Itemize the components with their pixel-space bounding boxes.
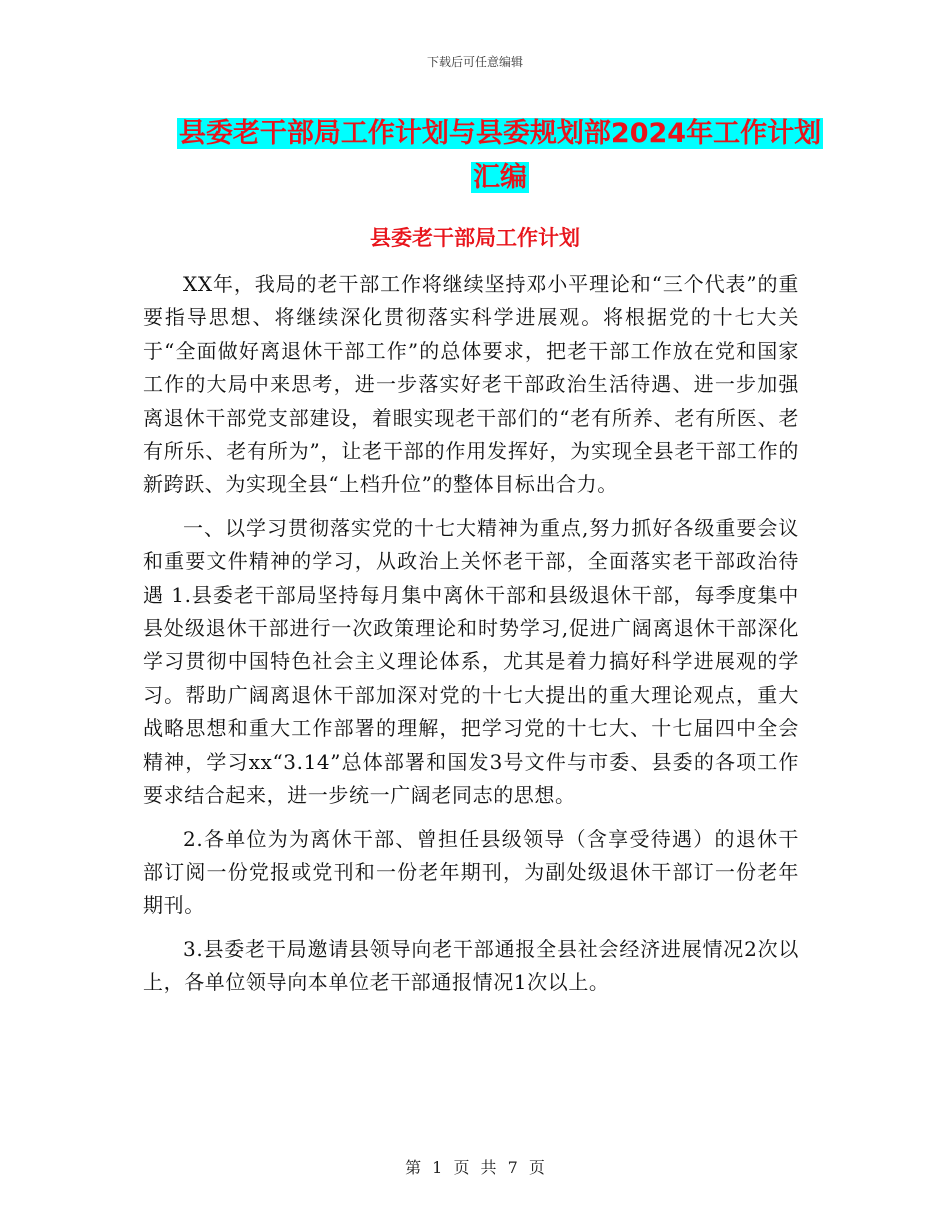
document-title-line-2: 汇编 — [473, 162, 527, 193]
paragraph: 2.各单位为为离休干部、曾担任县级领导（含享受待遇）的退休干部订阅一份党报或党刊和一份老年期刊，为副处级退休干部订一份老年期刊。 — [143, 826, 799, 918]
page-number-footer: 第 1 页 共 7 页 — [405, 1158, 545, 1177]
paragraph: 一、以学习贯彻落实党的十七大精神为重点,努力抓好各级重要会议和重要文件精神的学习，从政治上关怀老干部，全面落实老干部政治待遇 1.县委老干部局坚持每月集中离休干部和县级退休干部，每季度集中县处级退休干部进行一次政策理论和时势学习,促进广阔离退休干部深化学习贯彻中国特色社会主义理论体系，尤其是着力搞好科学进展观的学习。帮助广阔离退休干部加深对党的十七大提出的重大理论观点，重大战略思想和重大工作部署的理解，把学习党的十七大、十七届四中全会精神，学习xx“3.14”总体部署和国发3号文件与市委、县委的各项工作要求结合起来，进一步统一广阔老同志的思想。 — [143, 515, 799, 808]
document-body — [143, 268, 799, 1010]
paragraph: XX年，我局的老干部工作将继续坚持邓小平理论和“三个代表”的重要指导思想、将继续深化贯彻落实科学进展观。将根据党的十七大关于“全面做好离退休干部工作”的总体要求，把老干部工作放在党和国家工作的大局中来思考，进一步落实好老干部政治生活待遇、进一步加强离退休干部党支部建设，着眼实现老干部们的“老有所养、老有所医、老有所乐、老有所为”，让老干部的作用发挥好，为实现全县老干部工作的新跨跃、为实现全县“上档升位”的整体目标出合力。 — [143, 272, 799, 497]
document-title-line-1: 县委老干部局工作计划与县委规划部2024年工作计划 — [178, 118, 822, 149]
section-title: 县委老干部局工作计划 — [370, 226, 580, 250]
page-header-note: 下载后可任意编辑 — [426, 55, 523, 69]
document-title — [130, 112, 870, 200]
paragraph: 3.县委老干局邀请县领导向老干部通报全县社会经济进展情况2次以上，各单位领导向本单位老干部通报情况1次以上。 — [143, 936, 799, 995]
